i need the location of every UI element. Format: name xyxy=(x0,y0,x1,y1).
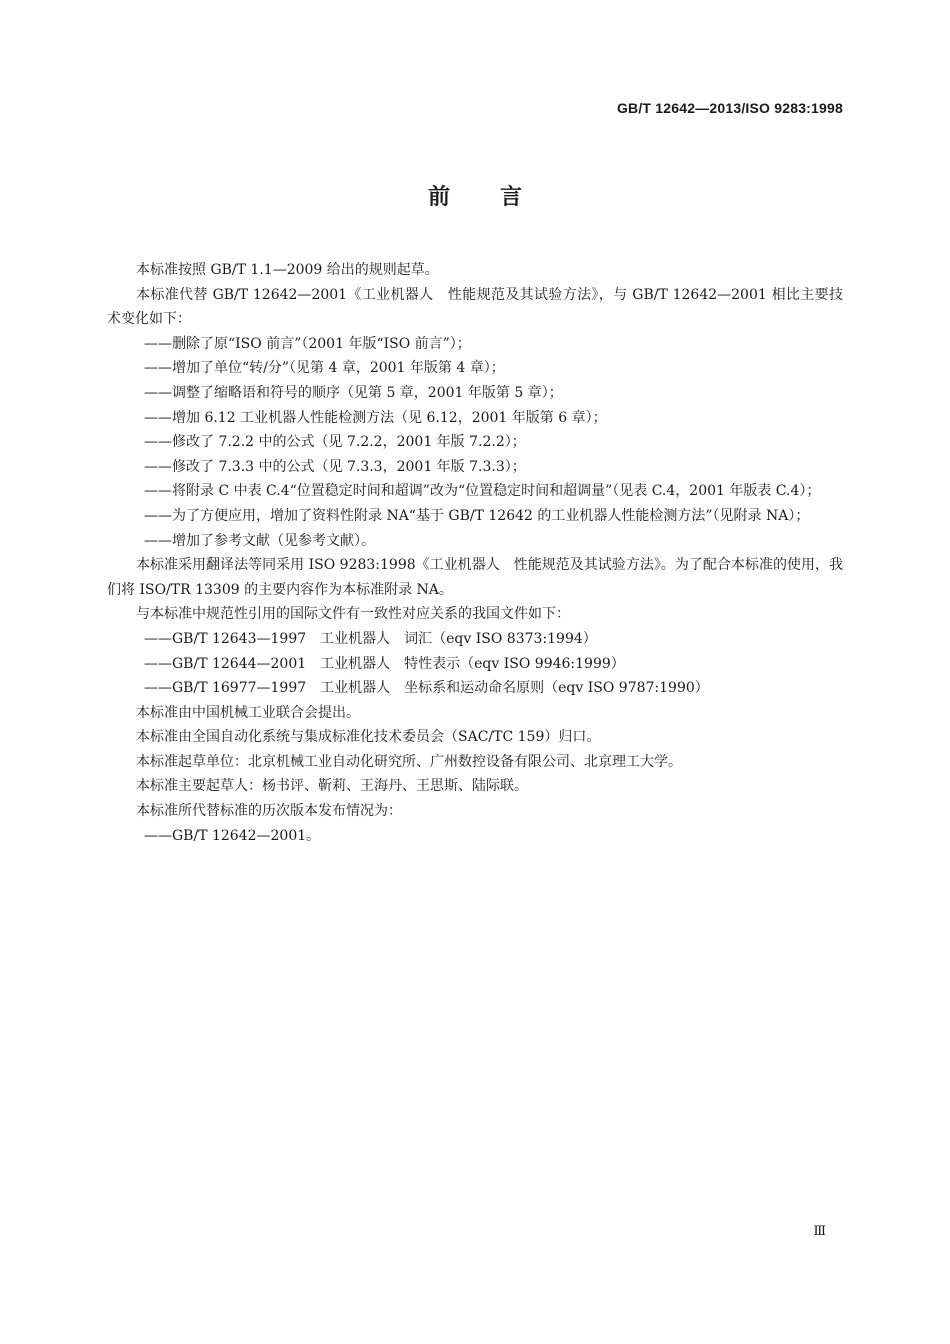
paragraph-committee: 本标准由全国自动化系统与集成标准化技术委员会（SAC/TC 159）归口。 xyxy=(136,729,601,746)
paragraph-replacement: 本标准代替 GB/T 12642—2001《工业机器人 性能规范及其试验方法》，与 GB/T 12642—2001 相比主要技术变化如下： xyxy=(107,286,843,328)
list-item-change: ——增加 6.12 工业机器人性能检测方法（见 6.12，2001 年版第 6 章）； xyxy=(144,409,607,426)
page-number: Ⅲ xyxy=(813,1224,826,1239)
paragraph-drafters: 本标准主要起草人：杨书评、靳莉、王海丹、王思斯、陆际联。 xyxy=(136,778,528,795)
list-item-change: ——为了方便应用，增加了资料性附录 NA“基于 GB/T 12642 的工业机器人性能检测方法”（见附录 NA）； xyxy=(144,507,810,524)
page-title: 前言 xyxy=(427,185,572,210)
list-item-change: ——增加了单位“转/分”（见第 4 章，2001 年版第 4 章）； xyxy=(144,360,505,377)
paragraph-drafting-units: 本标准起草单位：北京机械工业自动化研究所、广州数控设备有限公司、北京理工大学。 xyxy=(136,753,682,770)
paragraph-adoption: 本标准采用翻译法等同采用 ISO 9283:1998《工业机器人 性能规范及其试验方法》。为了配合本标准的使用，我们将 ISO/TR 13309 的主要内容作为本标准附录 NA。 xyxy=(107,557,843,598)
list-item-reference: ——GB/T 12644—2001 工业机器人 特性表示（eqv ISO 9946:1999） xyxy=(144,655,625,672)
list-item-reference: ——GB/T 12643—1997 工业机器人 词汇（eqv ISO 8373:1994） xyxy=(144,630,597,647)
list-item-change: ——调整了缩略语和符号的顺序（见第 5 章，2001 年版第 5 章）； xyxy=(144,384,563,401)
list-item-change: ——修改了 7.2.2 中的公式（见 7.2.2，2001 年版 7.2.2）； xyxy=(144,434,526,451)
list-item-change: ——删除了原“ISO 前言”（2001 年版“ISO 前言”）； xyxy=(144,335,471,352)
paragraph-drafting-rule: 本标准按照 GB/T 1.1—2009 给出的规则起草。 xyxy=(136,262,439,278)
list-item-change: ——增加了参考文献（见参考文献）。 xyxy=(144,532,375,549)
paragraph-references-intro: 与本标准中规范性引用的国际文件有一致性对应关系的我国文件如下： xyxy=(136,606,570,623)
preface-body xyxy=(107,258,843,848)
list-item-history: ——GB/T 12642—2001。 xyxy=(144,827,321,844)
list-item-change: ——修改了 7.3.3 中的公式（见 7.3.3，2001 年版 7.3.3）； xyxy=(144,458,526,475)
list-item-change: ——将附录 C 中表 C.4“位置稳定时间和超调”改为“位置稳定时间和超调量”（见表 C.4，2001 年版表 C.4）； xyxy=(144,483,821,500)
paragraph-history-intro: 本标准所代替标准的历次版本发布情况为： xyxy=(136,803,402,820)
list-item-reference: ——GB/T 16977—1997 工业机器人 坐标系和运动命名原则（eqv ISO 9787:1990） xyxy=(144,680,709,697)
standard-code-header: GB/T 12642—2013/ISO 9283:1998 xyxy=(616,100,843,116)
paragraph-proposer: 本标准由中国机械工业联合会提出。 xyxy=(136,704,360,721)
